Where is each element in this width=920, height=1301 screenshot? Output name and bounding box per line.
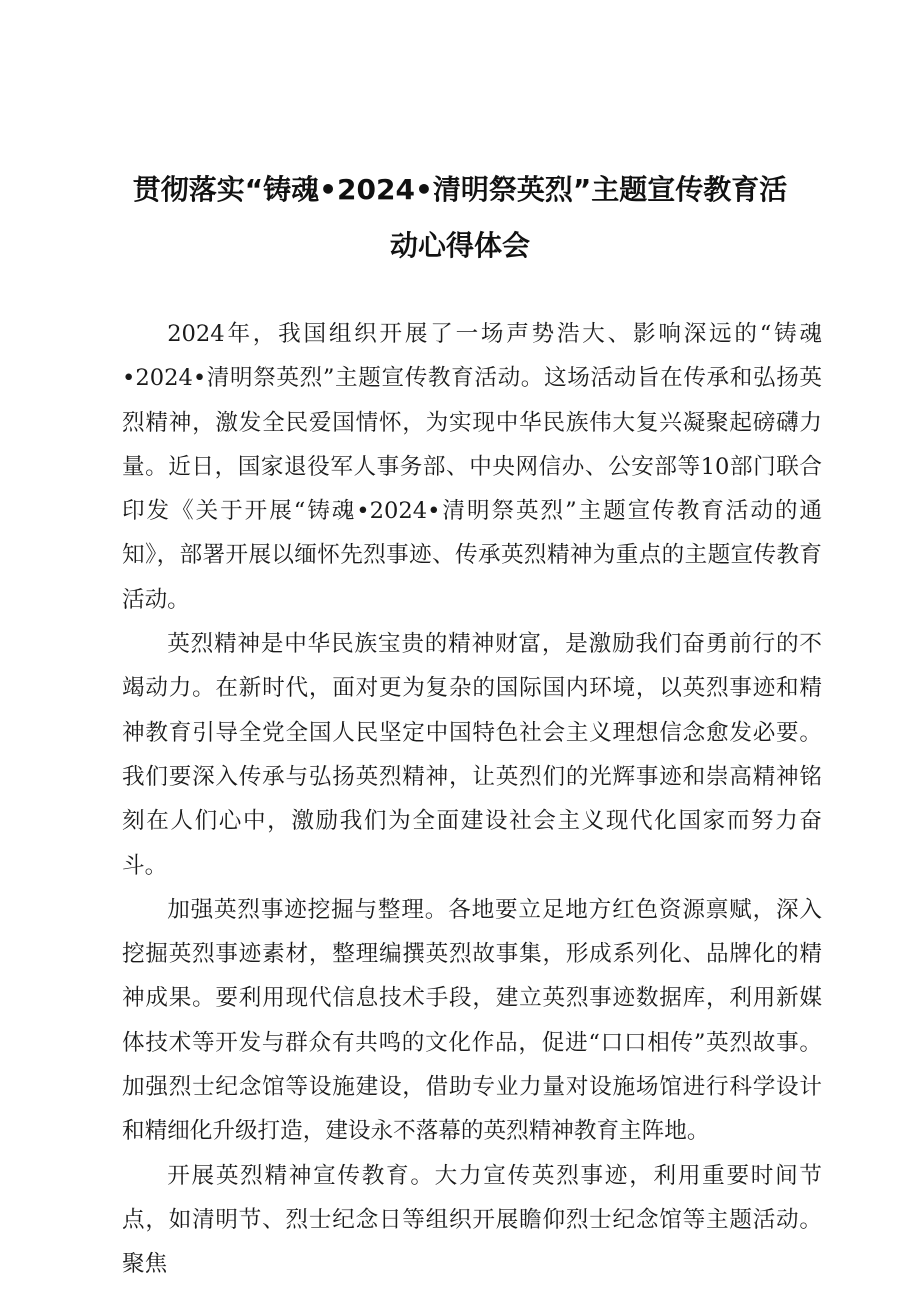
paragraph-1: 2024年，我国组织开展了一场声势浩大、影响深远的“铸魂•2024•清明祭英烈”主题宣传教育活动。这场活动旨在传承和弘扬英烈精神，激发全民爱国情怀，为实现中华民族伟大复兴凝聚起磅礴力量。近日，国家退役军人事务部、中央网信办、公安部等10部门联合印发《关于开展“铸魂•2024•清明祭英烈”主题宣传教育活动的通知》，部署开展以缅怀先烈事迹、传承英烈精神为重点的主题宣传教育活动。 bbox=[122, 321, 822, 613]
document-body bbox=[122, 312, 822, 1287]
paragraph-2: 英烈精神是中华民族宝贵的精神财富，是激励我们奋勇前行的不竭动力。在新时代，面对更为复杂的国际国内环境，以英烈事迹和精神教育引导全党全国人民坚定中国特色社会主义理想信念愈发必要。我们要深入传承与弘扬英烈精神，让英烈们的光辉事迹和崇高精神铭刻在人们心中，激励我们为全面建设社会主义现代化国家而努力奋斗。 bbox=[122, 631, 822, 879]
document-title-line-1: 贯彻落实“铸魂•2024•清明祭英烈”主题宣传教育活 bbox=[132, 173, 788, 206]
paragraph-4: 开展英烈精神宣传教育。大力宣传英烈事迹，利用重要时间节点，如清明节、烈士纪念日等组织开展瞻仰烈士纪念馆等主题活动。聚焦 bbox=[122, 1162, 822, 1278]
document-title-line-2: 动心得体会 bbox=[389, 229, 530, 262]
paragraph-3: 加强英烈事迹挖掘与整理。各地要立足地方红色资源禀赋，深入挖掘英烈事迹素材，整理编撰英烈故事集，形成系列化、品牌化的精神成果。要利用现代信息技术手段，建立英烈事迹数据库，利用新媒体技术等开发与群众有共鸣的文化作品，促进“口口相传”英烈故事。加强烈士纪念馆等设施建设，借助专业力量对设施场馆进行科学设计和精细化升级打造，建设永不落幕的英烈精神教育主阵地。 bbox=[122, 896, 822, 1145]
